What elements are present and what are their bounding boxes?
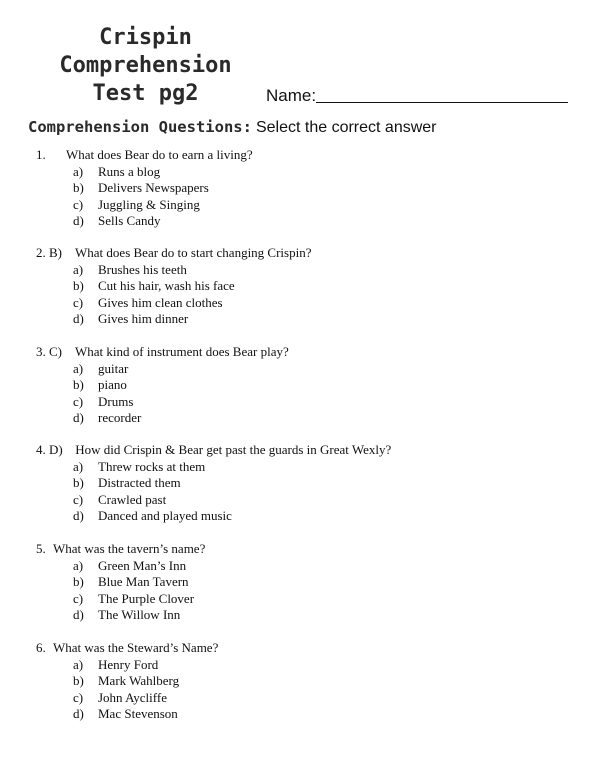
- answer-options: [36, 262, 312, 328]
- answer-options: [36, 558, 205, 624]
- answer-option[interactable]: d) The Willow Inn: [73, 607, 181, 622]
- answer-options: [36, 361, 289, 427]
- question-text: How did Crispin & Bear get past the guards in Great Wexly?: [75, 442, 392, 457]
- question-text: What was the Steward’s Name?: [53, 640, 219, 655]
- name-label: Name:: [266, 86, 317, 105]
- question-text: What kind of instrument does Bear play?: [75, 344, 289, 359]
- question-stem: [36, 245, 312, 262]
- question-number: 5.: [36, 541, 46, 556]
- answer-option[interactable]: b) Cut his hair, wash his face: [73, 278, 235, 293]
- answer-option[interactable]: a) Brushes his teeth: [73, 261, 187, 277]
- answer-options: [36, 657, 218, 723]
- answer-option[interactable]: c) Juggling & Singing: [73, 196, 200, 212]
- section-heading-bold: Comprehension Questions:: [28, 118, 252, 136]
- answer-options: [36, 459, 391, 525]
- question-text: What does Bear do to earn a living?: [66, 147, 253, 162]
- question-6: [36, 640, 218, 723]
- question-text: What does Bear do to start changing Crispin?: [75, 245, 312, 260]
- answer-option[interactable]: d) Mac Stevenson: [73, 706, 178, 721]
- answer-option[interactable]: b) Mark Wahlberg: [73, 673, 180, 688]
- title-line: Comprehension: [59, 53, 232, 78]
- question-stem: [36, 541, 205, 558]
- answer-option[interactable]: d) Gives him dinner: [73, 311, 189, 326]
- question-stem: [36, 640, 218, 657]
- answer-option[interactable]: a) Runs a blog: [73, 163, 161, 179]
- question-number: 1.: [36, 147, 46, 162]
- question-5: [36, 541, 205, 624]
- answer-option[interactable]: d) Danced and played music: [73, 508, 232, 523]
- question-4: [36, 442, 391, 525]
- answer-options: [36, 164, 253, 230]
- question-number: 4. D): [36, 442, 63, 457]
- answer-option[interactable]: b) Delivers Newspapers: [73, 180, 209, 195]
- question-2: [36, 245, 312, 328]
- question-stem: [36, 147, 253, 164]
- answer-option[interactable]: a) Threw rocks at them: [73, 458, 206, 474]
- question-3: [36, 344, 289, 427]
- answer-option[interactable]: c) Gives him clean clothes: [73, 294, 223, 310]
- question-number: 3. C): [36, 344, 62, 359]
- question-stem: [36, 344, 289, 361]
- question-number: 6.: [36, 640, 46, 655]
- question-stem: [36, 442, 391, 459]
- answer-option[interactable]: a) guitar: [73, 360, 129, 376]
- answer-option[interactable]: c) Crawled past: [73, 491, 167, 507]
- answer-option[interactable]: b) Blue Man Tavern: [73, 574, 189, 589]
- answer-option[interactable]: b) piano: [73, 377, 127, 392]
- name-field[interactable]: [266, 85, 568, 106]
- question-text: What was the tavern’s name?: [53, 541, 206, 556]
- answer-option[interactable]: b) Distracted them: [73, 475, 181, 490]
- answer-option[interactable]: d) recorder: [73, 410, 142, 425]
- answer-option[interactable]: d) Sells Candy: [73, 213, 161, 228]
- answer-option[interactable]: c) John Aycliffe: [73, 689, 167, 705]
- name-blank-line[interactable]: [316, 85, 568, 103]
- answer-option[interactable]: c) The Purple Clover: [73, 590, 195, 606]
- answer-option[interactable]: a) Henry Ford: [73, 656, 159, 672]
- answer-option[interactable]: c) Drums: [73, 393, 134, 409]
- page-title: [28, 24, 263, 108]
- section-heading: [28, 118, 588, 137]
- question-1: [36, 147, 253, 230]
- question-number: 2. B): [36, 245, 62, 260]
- title-line: Test pg2: [92, 81, 199, 106]
- title-line: Crispin: [99, 25, 192, 50]
- section-heading-instructions: Select the correct answer: [255, 119, 437, 136]
- answer-option[interactable]: a) Green Man’s Inn: [73, 557, 187, 573]
